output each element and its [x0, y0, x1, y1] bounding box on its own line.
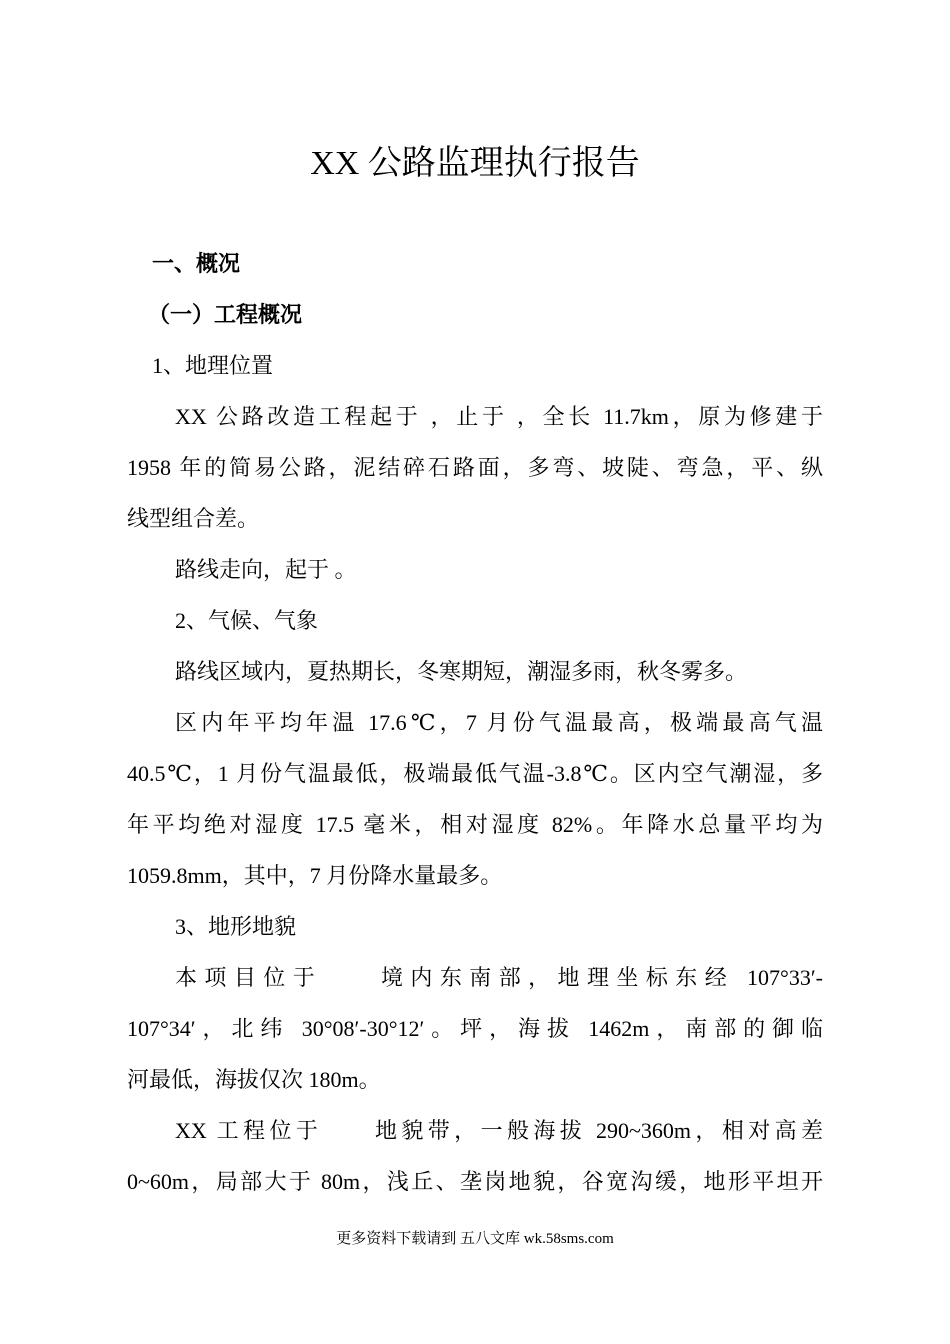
paragraph-line: XX 公路改造工程起于 ，止于 ，全长 11.7km，原为修建于	[175, 404, 823, 429]
paragraph-line: 1059.8mm，其中，7 月份降水量最多。	[127, 863, 503, 888]
paragraph-line: 107°34′，北纬 30°08′-30°12′。坪，海拔 1462m，南部的御临	[127, 1016, 823, 1041]
subsection-heading: （一）工程概况	[148, 303, 303, 328]
section-heading: 一、概况	[152, 252, 241, 277]
paragraph-line: 路线区域内，夏热期长，冬寒期短，潮湿多雨，秋冬雾多。	[175, 659, 748, 684]
paragraph-line: 线型组合差。	[127, 506, 260, 531]
paragraph-line: 0~60m，局部大于 80m，浅丘、垄岗地貌，谷宽沟缓，地形平坦开	[127, 1169, 823, 1194]
item-heading-terrain: 3、地形地貌	[175, 914, 297, 939]
paragraph-line: XX 工程位于 地貌带，一般海拔 290~360m，相对高差	[175, 1118, 823, 1143]
page-footer: 更多资料下载请到 五八文库 wk.58sms.com	[336, 1231, 614, 1247]
paragraph-line: 路线走向，起于 。	[175, 557, 357, 582]
item-heading-location: 1、地理位置	[152, 353, 274, 378]
item-heading-climate: 2、气候、气象	[175, 608, 319, 633]
paragraph-line: 本项目位于 境内东南部，地理坐标东经 107°33′-	[175, 965, 823, 990]
paragraph-line: 区内年平均年温 17.6℃，7 月份气温最高，极端最高气温	[175, 710, 823, 735]
paragraph-line: 年平均绝对湿度 17.5 毫米，相对湿度 82%。年降水总量平均为	[127, 812, 823, 837]
document-title: XX 公路监理执行报告	[310, 145, 640, 182]
paragraph-line: 1958 年的简易公路，泥结碎石路面，多弯、坡陡、弯急，平、纵	[127, 455, 823, 480]
paragraph-line: 河最低，海拔仅次 180m。	[127, 1067, 381, 1092]
paragraph-line: 40.5℃，1 月份气温最低，极端最低气温-3.8℃。区内空气潮湿，多	[127, 761, 823, 786]
